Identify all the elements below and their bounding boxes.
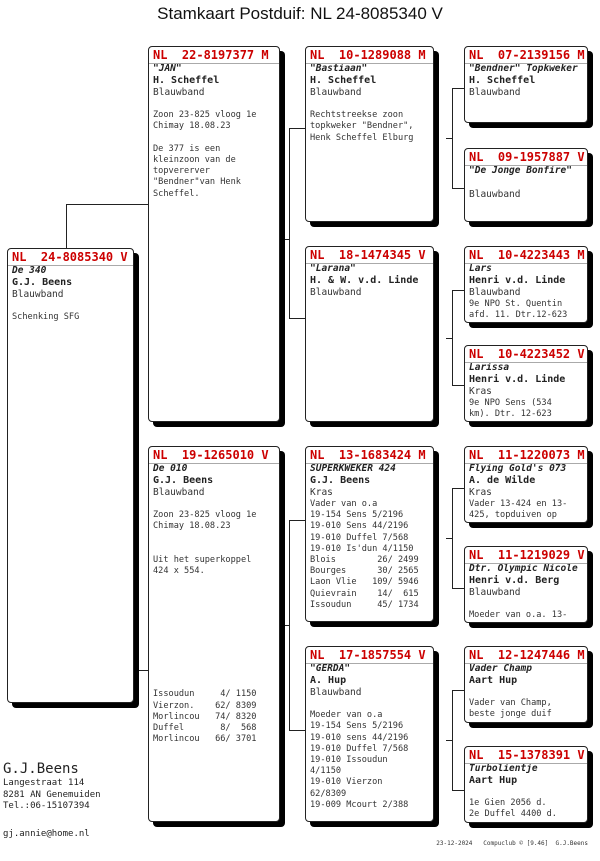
- pigeon-name: Larissa: [469, 362, 510, 373]
- great-grandfather-ff-card[interactable]: [464, 46, 588, 123]
- pigeon-name: "Bendner" Topkweker: [469, 63, 578, 74]
- owner-name: Henri v.d. Linde: [469, 374, 566, 385]
- owner-name: H. & W. v.d. Linde: [310, 275, 419, 286]
- divider: [306, 663, 433, 664]
- divider: [149, 463, 279, 464]
- divider: [8, 265, 133, 266]
- breeder-city: 8281 AN Genemuiden: [3, 789, 101, 800]
- pigeon-notes: 9e NPO St. Quentin afd. 11. Dtr.12-623: [469, 299, 568, 321]
- connector: [289, 128, 290, 318]
- connector: [280, 625, 289, 626]
- pigeon-notes: Vader 13-424 en 13- 425, topduiven op: [469, 499, 568, 521]
- pigeon-notes: Zoon 23-825 vloog 1e Chimay 18.08.23 Uit het superkoppel 424 x 554. Issoudun 4/ 1150 Vierzon. 62/ 8309 Morlincou 74/ 8320 Duffel 8/ 568 Morlincou 66/ 3701: [153, 510, 257, 745]
- pigeon-color: Kras: [469, 487, 492, 498]
- pigeon-color: Blauwband: [469, 189, 521, 200]
- pigeon-color: Blauwband: [469, 87, 521, 98]
- ring-number: NL 10-4223443 M: [469, 248, 585, 262]
- footer-credit: 23-12-2024 Compuclub © [9.46] G.J.Beens: [436, 840, 588, 847]
- owner-name: G.J. Beens: [310, 475, 371, 486]
- pigeon-name: De 010: [153, 463, 188, 474]
- pigeon-name: De 340: [12, 265, 47, 276]
- great-grandfather-mf-card[interactable]: [464, 446, 588, 523]
- divider: [149, 63, 279, 64]
- connector: [452, 488, 453, 588]
- breeder-email[interactable]: gj.annie@home.nl: [3, 828, 90, 839]
- divider: [465, 165, 587, 166]
- father-card[interactable]: [148, 46, 280, 422]
- ring-number: NL 19-1265010 V: [153, 448, 269, 462]
- ring-number: NL 22-8197377 M: [153, 48, 269, 62]
- page-title: Stamkaart Postduif: NL 24-8085340 V: [157, 4, 443, 23]
- connector: [446, 138, 452, 139]
- pigeon-color: Blauwband: [310, 87, 362, 98]
- connector: [289, 318, 305, 319]
- pigeon-notes: Moeder van o.a. 13-: [469, 610, 568, 621]
- owner-name: Aart Hup: [469, 775, 518, 786]
- divider: [465, 263, 587, 264]
- connector: [289, 730, 305, 731]
- divider: [465, 463, 587, 464]
- owner-name: G.J. Beens: [153, 475, 214, 486]
- pigeon-notes: Vader van o.a 19-154 Sens 5/2196 19-010 Sens 44/2196 19-010 Duffel 7/568 19-010 Is'dun 4/1150 Blois 26/ 2499 Bourges 30/ 2565 Laon Vlie 109/ 5946 Quievrain 14/ 615 Issoudun 45/ 1734: [310, 499, 419, 610]
- great-grandfather-fm-card[interactable]: [464, 246, 588, 323]
- pigeon-notes: Vader van Champ, beste jonge duif: [469, 698, 552, 720]
- pigeon-name: "JAN": [153, 63, 182, 74]
- great-grandfather-mm-card[interactable]: [464, 646, 588, 723]
- ring-number: NL 12-1247446 M: [469, 648, 585, 662]
- pigeon-name: Dtr. Olympic Nicole: [469, 563, 578, 574]
- owner-name: A. de Wilde: [469, 475, 536, 486]
- ring-number: NL 10-1289088 M: [310, 48, 426, 62]
- pigeon-color: Kras: [469, 386, 492, 397]
- owner-name: A. Hup: [310, 675, 347, 686]
- breeder-info: [3, 760, 101, 840]
- great-grandmother-mf-card[interactable]: [464, 546, 588, 623]
- connector: [452, 385, 464, 386]
- ring-number: NL 18-1474345 V: [310, 248, 426, 262]
- connector: [452, 88, 453, 188]
- pigeon-name: "Larana": [310, 263, 356, 274]
- ring-number: NL 17-1857554 V: [310, 648, 426, 662]
- owner-name: H. Scheffel: [153, 75, 220, 86]
- ring-number: NL 09-1957887 V: [469, 150, 585, 164]
- divider: [306, 463, 433, 464]
- pigeon-name: Lars: [469, 263, 492, 274]
- owner-name: [469, 177, 583, 189]
- connector: [289, 128, 305, 129]
- owner-name: Aart Hup: [469, 675, 518, 686]
- ring-number: NL 15-1378391 V: [469, 748, 585, 762]
- connector: [280, 239, 289, 240]
- divider: [306, 263, 433, 264]
- connector: [289, 520, 290, 730]
- connector: [452, 690, 464, 691]
- pigeon-color: Blauwband: [310, 287, 362, 298]
- pigeon-color: Blauwband: [153, 87, 205, 98]
- divider: [306, 63, 433, 64]
- owner-name: H. Scheffel: [310, 75, 377, 86]
- grandmother-paternal-card[interactable]: [305, 246, 434, 422]
- owner-name: Henri v.d. Linde: [469, 275, 566, 286]
- divider: [465, 763, 587, 764]
- pigeon-color: Blauwband: [469, 287, 521, 298]
- connector: [66, 204, 148, 205]
- breeder-address: Langestraat 114: [3, 778, 85, 788]
- breeder-name: G.J.Beens: [3, 761, 79, 777]
- connector: [452, 290, 453, 385]
- grandfather-paternal-card[interactable]: [305, 46, 434, 222]
- ring-number: NL 07-2139156 M: [469, 48, 585, 62]
- connector: [446, 740, 452, 741]
- connector: [446, 338, 452, 339]
- great-grandmother-ff-card[interactable]: [464, 148, 588, 222]
- pigeon-notes: Zoon 23-825 vloog 1e Chimay 18.08.23 De 377 is een kleinzoon van de topvererver "Bendner"van Henk Scheffel.: [153, 110, 257, 199]
- ring-number: NL 24-8085340 V: [12, 250, 128, 264]
- divider: [465, 362, 587, 363]
- pigeon-notes: 9e NPO Sens (534 km). Dtr. 12-623: [469, 398, 552, 420]
- pigeon-name: SUPERKWEKER 424: [310, 463, 396, 474]
- pigeon-color: Kras: [310, 487, 333, 498]
- ring-number: NL 11-1220073 M: [469, 448, 585, 462]
- pigeon-notes: Schenking SFG: [12, 312, 80, 323]
- connector: [452, 488, 464, 489]
- mother-card[interactable]: [148, 446, 280, 822]
- pigeon-name: "Bastiaan": [310, 63, 368, 74]
- pigeon-name: Turbolientje: [469, 763, 538, 774]
- connector: [452, 690, 453, 790]
- great-grandmother-mm-card[interactable]: [464, 746, 588, 823]
- pigeon-color: Blauwband: [310, 687, 362, 698]
- connector: [452, 88, 464, 89]
- breeder-phone: Tel.:06-15107394: [3, 801, 90, 811]
- ring-number: NL 11-1219029 V: [469, 548, 585, 562]
- pigeon-name: "GERDA": [310, 663, 351, 674]
- connector: [452, 290, 464, 291]
- pigeon-color: Blauwband: [469, 587, 521, 598]
- pigeon-name: "De Jonge Bonfire": [469, 165, 572, 176]
- connector: [452, 790, 464, 791]
- pigeon-name: Flying Gold's 073: [469, 463, 567, 474]
- divider: [465, 63, 587, 64]
- pigeon-notes: Rechtstreekse zoon topkweker "Bendner", Henk Scheffel Elburg: [310, 110, 414, 143]
- ring-number: NL 13-1683424 M: [310, 448, 426, 462]
- connector: [446, 538, 452, 539]
- great-grandmother-fm-card[interactable]: [464, 345, 588, 422]
- pigeon-color: Blauwband: [12, 289, 64, 300]
- pigeon-notes: Moeder van o.a 19-154 Sens 5/2196 19-010 sens 44/2196 19-010 Duffel 7/568 19-010 Issoudun 4/1150 19-010 Vierzon 62/8309 19-009 Mcourt 2/388: [310, 710, 409, 810]
- pigeon-color: Blauwband: [153, 487, 205, 498]
- pigeon-name: Vader Champ: [469, 663, 532, 674]
- grandmother-maternal-card[interactable]: [305, 646, 434, 822]
- owner-name: H. Scheffel: [469, 75, 536, 86]
- owner-name: Henri v.d. Berg: [469, 575, 560, 586]
- ring-number: NL 10-4223452 V: [469, 347, 585, 361]
- owner-name: G.J. Beens: [12, 277, 73, 288]
- subject-card[interactable]: [7, 248, 134, 703]
- divider: [465, 563, 587, 564]
- grandfather-maternal-card[interactable]: [305, 446, 434, 622]
- pigeon-notes: 1e Gien 2056 d. 2e Duffel 4400 d.: [469, 798, 557, 820]
- connector: [452, 588, 464, 589]
- divider: [465, 663, 587, 664]
- connector: [289, 520, 305, 521]
- connector: [452, 188, 464, 189]
